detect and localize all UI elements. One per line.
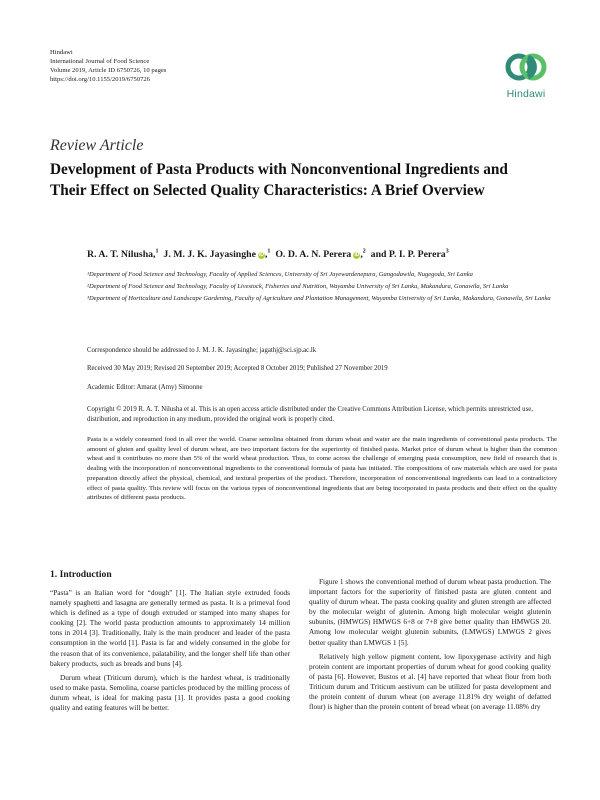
section-heading: 1. Introduction (50, 569, 112, 580)
article-title: Development of Pasta Products with Nonconventional Ingredients and Their Effect on Selected Quality Characteristics: A Brief Overview (50, 161, 508, 199)
author-1[interactable] (87, 249, 159, 260)
author-affiliation-mark: 1 (155, 249, 159, 255)
author-affiliation-mark: 1 (267, 249, 271, 255)
hindawi-logo-icon (504, 50, 548, 84)
body-paragraph: Relatively high yellow pigment content, low lipoxygenase activity and high protein content are important properties of durum wheat for good cooking quality of pasta [6]. However, Bustos et al. [4] have reported that wheat flour from both Triticum durum and Triticum aestivum can be utilized for pasta development and the protein content of durum wheat (on average 11.81% dry weight of defatted flour) is higher than the protein content of bread wheat (on average 11.08% dry (309, 651, 551, 712)
author-name: J. M. J. K. Jayasinghe (163, 249, 256, 261)
abstract: Pasta is a widely consumed food in all over the world. Coarse semolina obtained from durum wheat and water are the main ingredients of conventional pasta products. The amount of gluten and quality level of durum wheat, are two important factors for the superiority of finished pasta. Market price of durum wheat is higher than the common wheat and it contributes no more than 5% of the world wheat production. Thus, to come across the challenge of emerging pasta consumption, new field of research that is dealing with the incorporation of nonconventional ingredients to the conventional formula of pasta has initiated. The compositions of raw materials which are used for pasta preparation directly affect the physical, chemical, and textural properties of the product. Therefore, incorporation of nonconventional ingredients can lead to a contradictory effect of pasta quality. This review will focus on the various types of nonconventional ingredients that are being incorporated in pasta products and their effect on the quality attributes of different pasta products. (87, 436, 557, 502)
logo-text: Hindawi (506, 88, 546, 100)
orcid-icon[interactable]: iD (258, 252, 264, 259)
affiliations (87, 270, 557, 306)
orcid-icon[interactable]: iD (354, 252, 360, 259)
author-affiliation-mark: 3 (445, 249, 449, 255)
author-name: R. A. T. Nilusha, (87, 249, 156, 261)
body-paragraph: “Pasta” is an Italian word for “dough” [1]. The Italian style extruded foods namely spaghetti and lasagna are generally termed as pasta. It is a primeval food which is defined as a type of dough extruded or stamped into many shapes for cooking [2]. The world pasta production amounts to approximately 14 million tons in 2014 [3]. Traditionally, Italy is the main producer and leader of the pasta consumption in the world [1]. Pasta is far and widely consumed in the globe for the reason that of its convenience, palatability, and the longer shelf life than other bakery products, such as breads and buns [4]. (50, 588, 290, 668)
affiliation-3: ³Department of Horticulture and Landscape Gardening, Faculty of Agriculture and Plantation Management, Wayamba University of Sri Lanka, Makandura, Gonawila, Sri Lanka (87, 295, 551, 302)
copyright-notice: Copyright © 2019 R. A. T. Nilusha et al. This is an open access article distributed under the Creative Commons Attribution License, which permits unrestricted use, distribution, and reproduction in any medium, provided the original work is properly cited. (87, 406, 533, 423)
journal-info (50, 48, 166, 84)
body-paragraph: Durum wheat (Triticum durum), which is the hardest wheat, is traditionally used to make pasta. Semolina, coarse particles produced by the milling process of durum wheat, is ideal for making pasta [1]. It provides pasta a good cooking quality and eating features will be better. (50, 672, 290, 713)
academic-editor: Academic Editor: Amarat (Amy) Simonne (87, 384, 203, 391)
affiliation-1: ¹Department of Food Science and Technology, Faculty of Applied Sciences, University of Sri Jayewardenepura, Gangodawila, Nugegoda, Sri Lanka (87, 271, 473, 278)
affiliation-2: ²Department of Food Science and Technology, Faculty of Livestock, Fisheries and Nutrition, Wayamba University of Sri Lanka, Makandura, Gonawila, Sri Lanka (87, 283, 509, 290)
volume-line: Volume 2019, Article ID 6750726, 10 pages (50, 67, 167, 74)
author-list (87, 249, 449, 260)
author-3[interactable]: O. D. A. N. Perera iD,$^2$ (275, 249, 366, 261)
correspondence: Correspondence should be addressed to J. M. J. K. Jayasinghe; jagathj@sci.sjp.ac.lk (87, 347, 317, 354)
article-dates: Received 30 May 2019; Revised 20 September 2019; Accepted 8 October 2019; Published 27 November 2019 (87, 365, 388, 372)
author-2[interactable]: J. M. J. K. Jayasinghe iD,$^1$ (163, 249, 271, 261)
author-affiliation-mark: 2 (362, 249, 366, 255)
publisher-name: Hindawi (50, 49, 73, 56)
body-paragraph: Figure 1 shows the conventional method of durum wheat pasta production. The important factors for the superiority of finished pasta are gluten content and quality of durum wheat. The pasta cooking quality and gluten strength are affected by the molecular weight of glutenin. Among high molecular weight glutenin subunits, (HMWGS) HMWGS 6+8 or 7+8 give better quality than HMWGS 20. Among low molecular weight glutenin subunits, (LMWGS) LMWGS 2 gives better quality than LMWGS 1 [5]. (309, 577, 551, 647)
journal-name: International Journal of Food Science (50, 58, 150, 65)
article-type: Review Article (50, 137, 144, 154)
author-name: and P. I. P. Perera (370, 249, 446, 261)
author-4[interactable] (371, 249, 449, 260)
author-name: O. D. A. N. Perera (275, 249, 352, 261)
hindawi-logo (496, 44, 556, 104)
right-column (309, 577, 551, 716)
doi-link[interactable]: https://doi.org/10.1155/2019/6750726 (50, 76, 151, 83)
left-column (50, 569, 290, 717)
